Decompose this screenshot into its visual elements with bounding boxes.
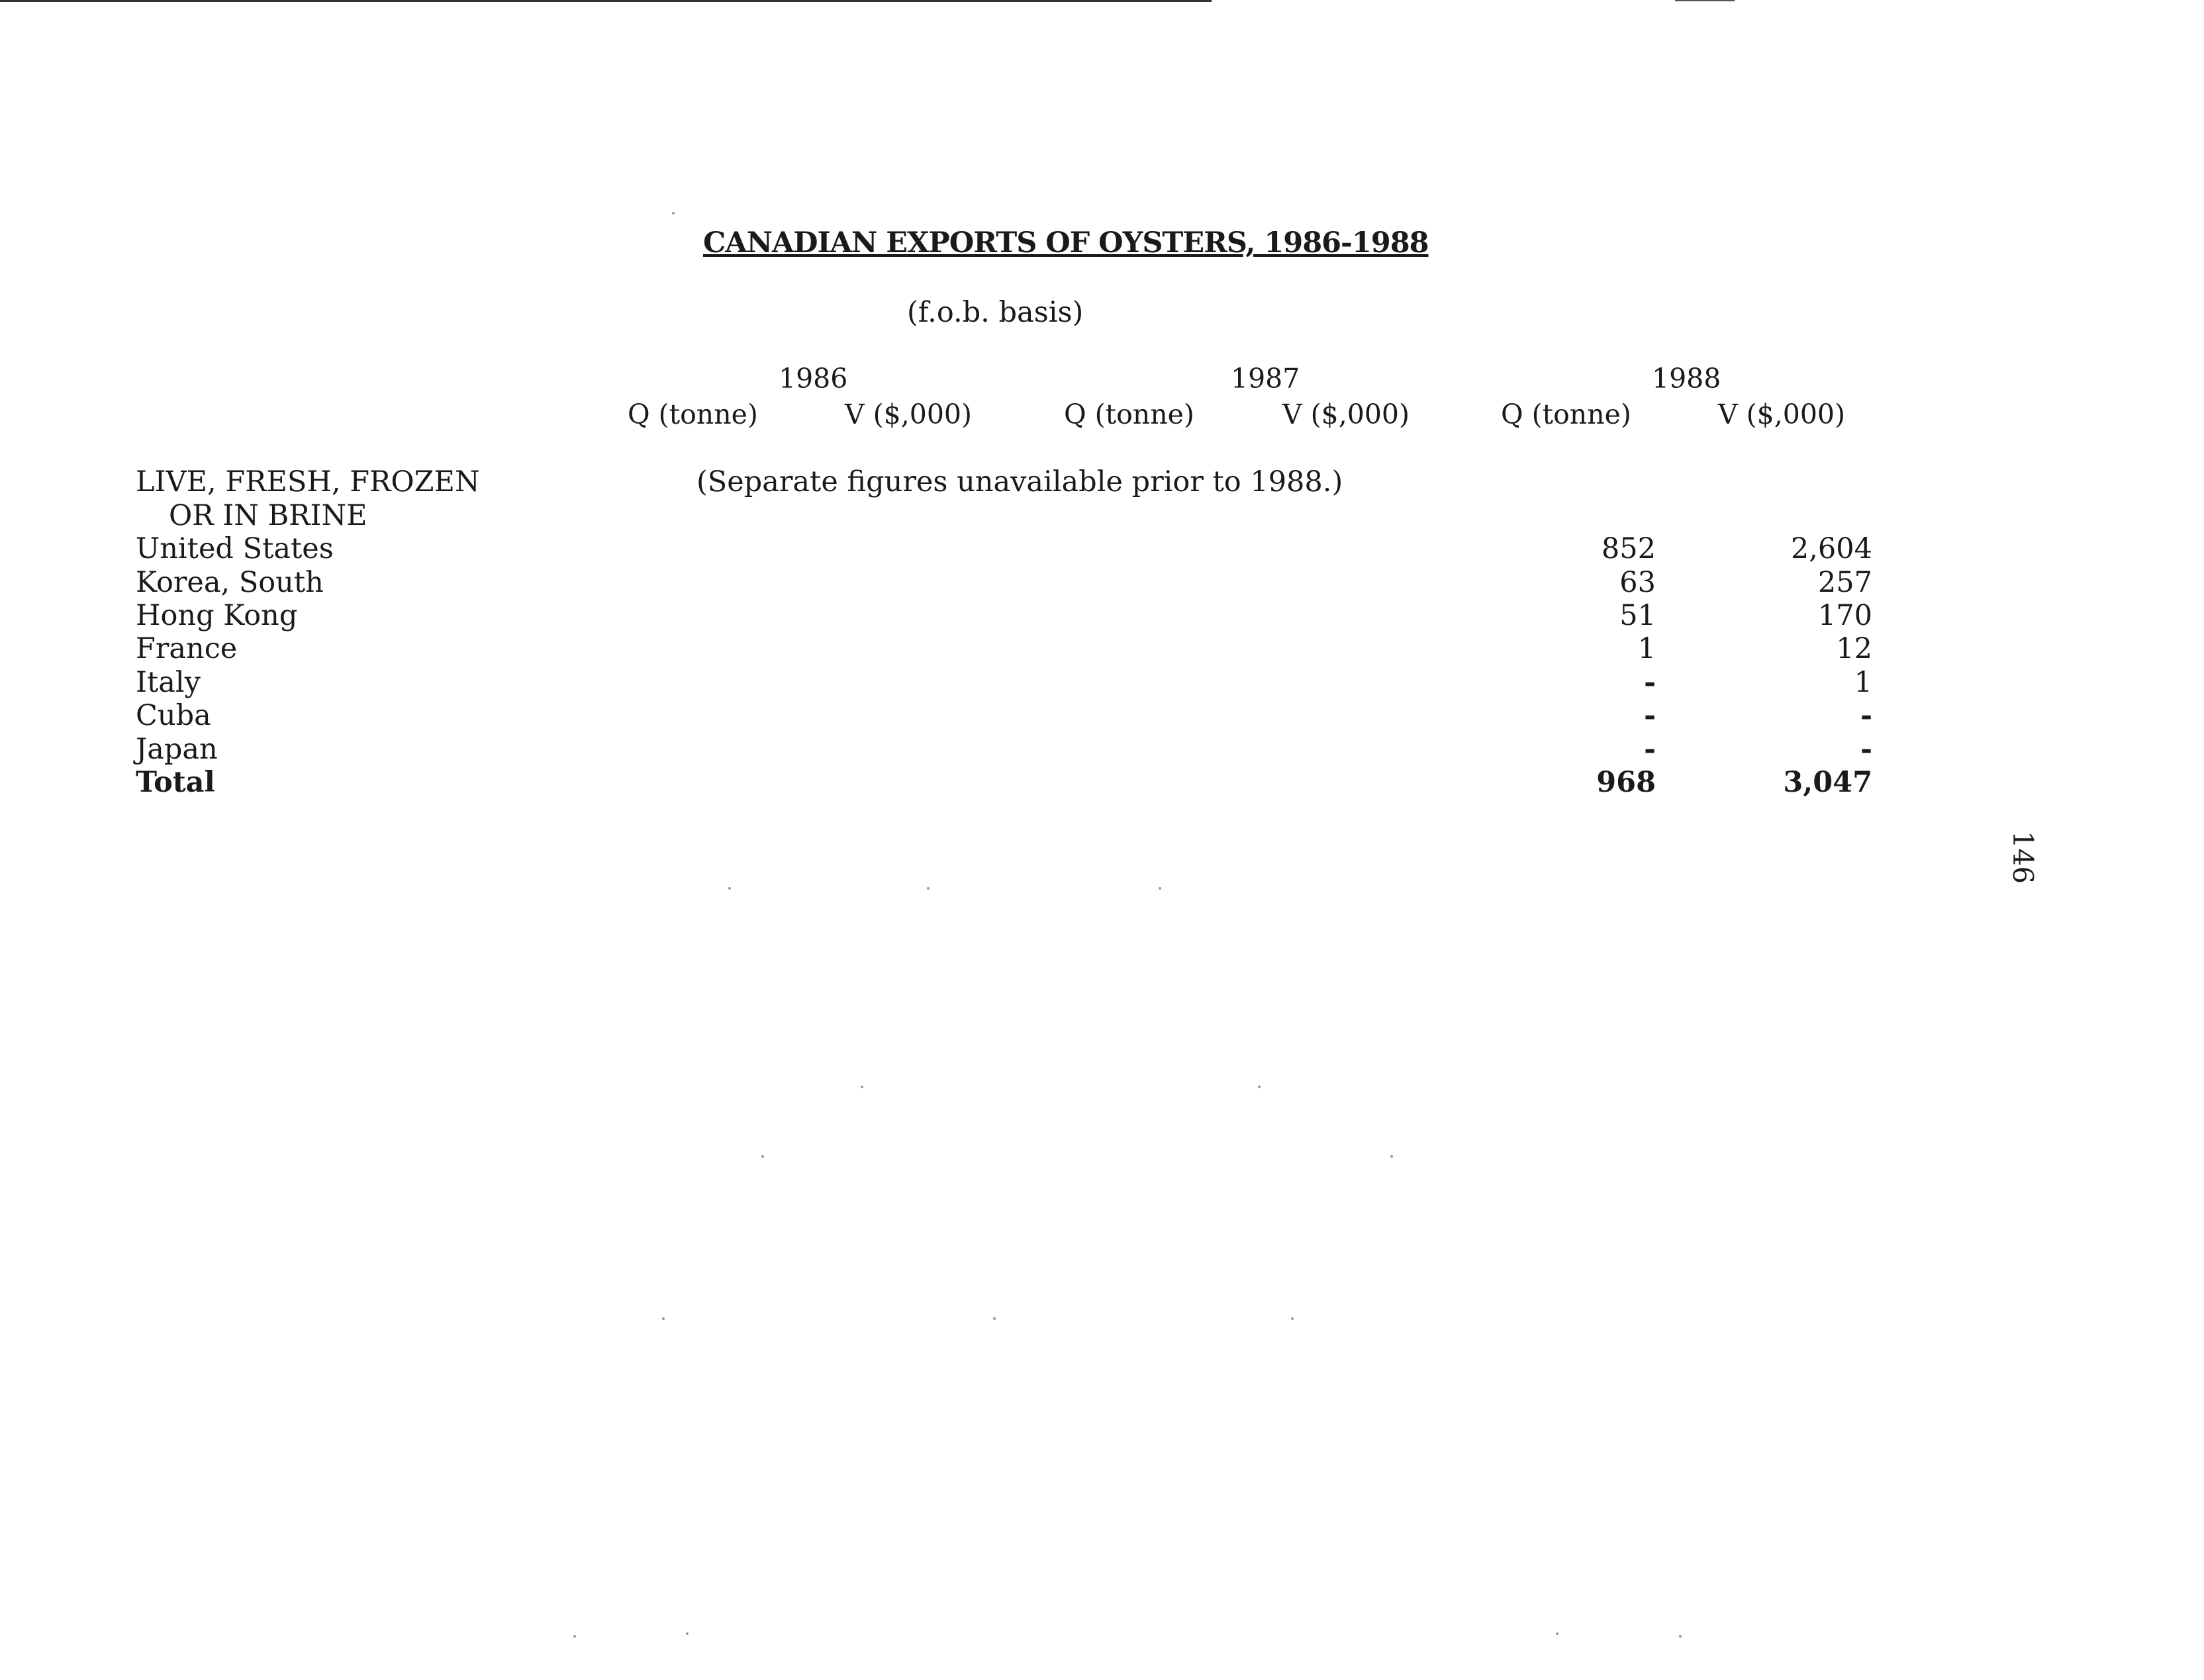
cell-v1988-hong-kong: 170 xyxy=(1817,599,1872,632)
scan-speck xyxy=(927,887,930,890)
scan-speck xyxy=(686,1632,689,1635)
scan-speck xyxy=(1556,1632,1558,1635)
scan-speck xyxy=(672,212,675,214)
column-header-v-1987: V ($,000) xyxy=(1282,398,1410,430)
cell-q1988-total: 968 xyxy=(1596,766,1656,799)
cell-v1988-italy: 1 xyxy=(1854,666,1872,699)
scan-speck xyxy=(1159,887,1161,890)
cell-q1988-hong-kong: 51 xyxy=(1619,599,1656,632)
row-label-cuba: Cuba xyxy=(136,699,211,732)
row-label-japan: Japan xyxy=(136,733,218,766)
cell-v1988-united-states: 2,604 xyxy=(1790,532,1872,565)
column-header-v-1986: V ($,000) xyxy=(845,398,973,430)
column-header-v-1988: V ($,000) xyxy=(1718,398,1846,430)
column-header-q-1988: Q (tonne) xyxy=(1501,398,1631,430)
year-header-1987: 1987 xyxy=(1231,363,1300,395)
cell-v1988-japan: - xyxy=(1860,733,1872,766)
category-label-line2: OR IN BRINE xyxy=(169,499,367,532)
row-label-italy: Italy xyxy=(136,666,201,699)
table-note: (Separate figures unavailable prior to 1988.) xyxy=(696,465,1343,498)
row-label-france: France xyxy=(136,632,238,665)
column-header-q-1987: Q (tonne) xyxy=(1064,398,1194,430)
scan-speck xyxy=(573,1635,576,1638)
row-label-korea-south: Korea, South xyxy=(136,566,324,599)
row-label-united-states: United States xyxy=(136,532,334,565)
year-header-1988: 1988 xyxy=(1652,363,1721,395)
scan-speck xyxy=(1258,1086,1261,1088)
page-number: 146 xyxy=(2007,831,2039,884)
scan-speck xyxy=(1679,1635,1682,1638)
row-label-hong-kong: Hong Kong xyxy=(136,599,298,632)
cell-v1988-france: 12 xyxy=(1836,632,1872,665)
year-header-1986: 1986 xyxy=(779,363,848,395)
page-subtitle: (f.o.b. basis) xyxy=(907,296,1084,329)
page-title: CANADIAN EXPORTS OF OYSTERS, 1986-1988 xyxy=(703,226,1429,259)
cell-v1988-korea-south: 257 xyxy=(1817,566,1872,599)
cell-q1988-italy: - xyxy=(1644,666,1656,699)
category-label-line1: LIVE, FRESH, FROZEN xyxy=(136,465,480,498)
scan-speck xyxy=(761,1155,764,1158)
cell-q1988-korea-south: 63 xyxy=(1619,566,1656,599)
scan-speck xyxy=(728,887,731,890)
scan-speck xyxy=(1291,1317,1294,1320)
top-edge-rule-right xyxy=(1675,0,1735,1)
scan-speck xyxy=(861,1086,863,1088)
cell-v1988-cuba: - xyxy=(1860,699,1872,732)
column-header-q-1986: Q (tonne) xyxy=(628,398,758,430)
top-edge-rule xyxy=(0,0,1212,2)
cell-q1988-cuba: - xyxy=(1644,699,1656,732)
row-label-total: Total xyxy=(136,766,215,799)
scan-speck xyxy=(662,1317,665,1320)
scan-speck xyxy=(993,1317,996,1320)
cell-q1988-united-states: 852 xyxy=(1601,532,1656,565)
cell-q1988-japan: - xyxy=(1644,733,1656,766)
cell-v1988-total: 3,047 xyxy=(1783,766,1872,799)
scan-speck xyxy=(1390,1155,1393,1158)
cell-q1988-france: 1 xyxy=(1637,632,1656,665)
